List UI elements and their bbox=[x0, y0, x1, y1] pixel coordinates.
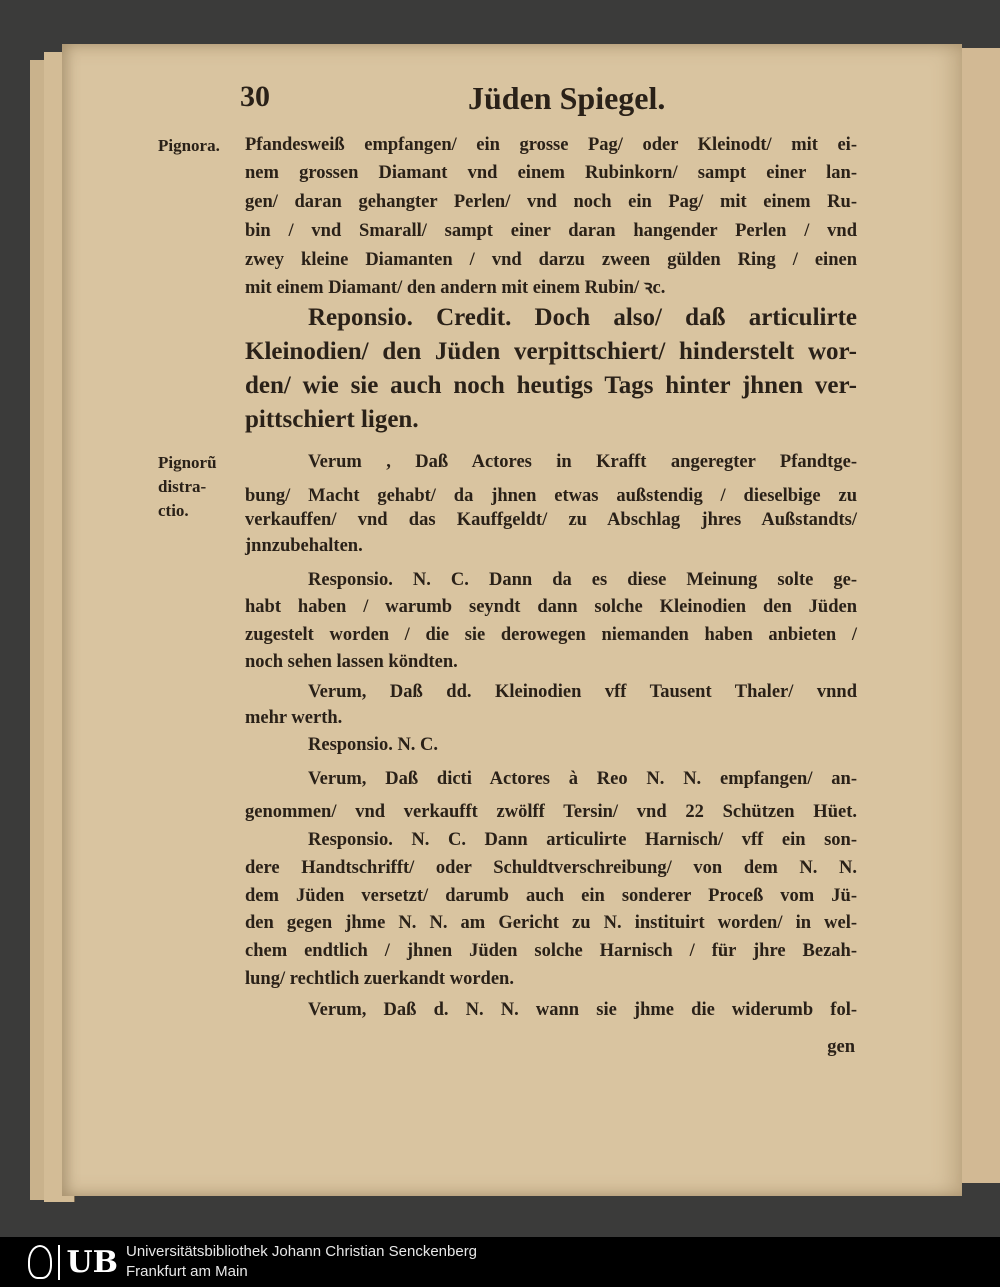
text-line: chem endtlich / jhnen Jüden solche Harnisch / für jhre Bezah- bbox=[245, 941, 857, 961]
ub-logo-text: UB bbox=[58, 1245, 118, 1280]
facing-page-edge bbox=[960, 48, 1000, 1183]
library-city: Frankfurt am Main bbox=[126, 1263, 248, 1280]
ub-logo bbox=[28, 1244, 118, 1280]
text-line: zwey kleine Diamanten / vnd darzu zween gülden Ring / einen bbox=[245, 250, 857, 270]
text-line: Verum , Daß Actores in Krafft angeregter Pfandtge- bbox=[308, 452, 857, 472]
book-page bbox=[62, 44, 962, 1196]
text-line: Pfandesweiß empfangen/ ein grosse Pag/ oder Kleinodt/ mit ei- bbox=[245, 135, 857, 155]
text-line: pittschiert ligen. bbox=[245, 406, 419, 433]
text-line: den/ wie sie auch noch heutigs Tags hinter jhnen ver- bbox=[245, 372, 857, 399]
text-line: Responsio. N. C. bbox=[308, 735, 439, 755]
catchword: gen bbox=[827, 1037, 855, 1057]
text-line: Responsio. N. C. Dann articulirte Harnisch/ vff ein son- bbox=[308, 830, 857, 850]
text-line: gen/ daran gehangter Perlen/ vnd noch ein Pag/ mit einem Ru- bbox=[245, 192, 857, 212]
text-line: Verum, Daß dd. Kleinodien vff Tausent Thaler/ vnnd bbox=[308, 682, 857, 702]
text-line: jnnzubehalten. bbox=[245, 536, 363, 556]
margin-note: Pignorũ bbox=[158, 453, 217, 472]
text-line: habt haben / warumb seyndt dann solche Kleinodien den Jüden bbox=[245, 597, 857, 617]
text-line: Kleinodien/ den Jüden verpittschiert/ hinderstelt wor- bbox=[245, 338, 857, 365]
margin-note: ctio. bbox=[158, 501, 189, 520]
running-title: Jüden Spiegel. bbox=[468, 80, 666, 116]
text-line: zugestelt worden / die sie derowegen niemanden haben anbieten / bbox=[245, 625, 857, 645]
library-name: Universitätsbibliothek Johann Christian Senckenberg bbox=[126, 1243, 478, 1260]
text-line: Reponsio. Credit. Doch also/ daß articulirte bbox=[308, 304, 857, 331]
text-line: verkauffen/ vnd das Kauffgeldt/ zu Abschlag jhres Außstandts/ bbox=[245, 510, 857, 530]
text-line: den gegen jhme N. N. am Gericht zu N. instituirt worden/ in wel- bbox=[245, 913, 857, 933]
text-line: genommen/ vnd verkaufft zwölff Tersin/ vnd 22 Schützen Hüet. bbox=[245, 802, 857, 822]
text-line: nem grossen Diamant vnd einem Rubinkorn/ sampt einer lan- bbox=[245, 163, 857, 183]
text-line: noch sehen lassen köndten. bbox=[245, 652, 458, 672]
margin-note: Pignora. bbox=[158, 136, 220, 155]
text-line: Verum, Daß dicti Actores à Reo N. N. empfangen/ an- bbox=[308, 769, 857, 789]
portrait-icon bbox=[28, 1245, 52, 1279]
text-line: bin / vnd Smarall/ sampt einer daran hangender Perlen / vnd bbox=[245, 221, 857, 241]
text-line: lung/ rechtlich zuerkandt worden. bbox=[245, 969, 514, 989]
library-footer bbox=[0, 1237, 1000, 1287]
margin-note: distra- bbox=[158, 477, 207, 496]
text-line: dem Jüden versetzt/ darumb auch ein sonderer Proceß vom Jü- bbox=[245, 886, 857, 906]
page-number: 30 bbox=[240, 80, 270, 113]
text-line: mit einem Diamant/ den andern mit einem Rubin/ ꝛc. bbox=[245, 278, 666, 298]
text-line: Responsio. N. C. Dann da es diese Meinung solte ge- bbox=[308, 570, 857, 590]
text-line: Verum, Daß d. N. N. wann sie jhme die widerumb fol- bbox=[308, 1000, 857, 1020]
text-line: dere Handtschrifft/ oder Schuldtverschreibung/ von dem N. N. bbox=[245, 858, 857, 878]
text-line: bung/ Macht gehabt/ da jhnen etwas außstendig / dieselbige zu bbox=[245, 486, 857, 506]
text-line: mehr werth. bbox=[245, 708, 343, 728]
